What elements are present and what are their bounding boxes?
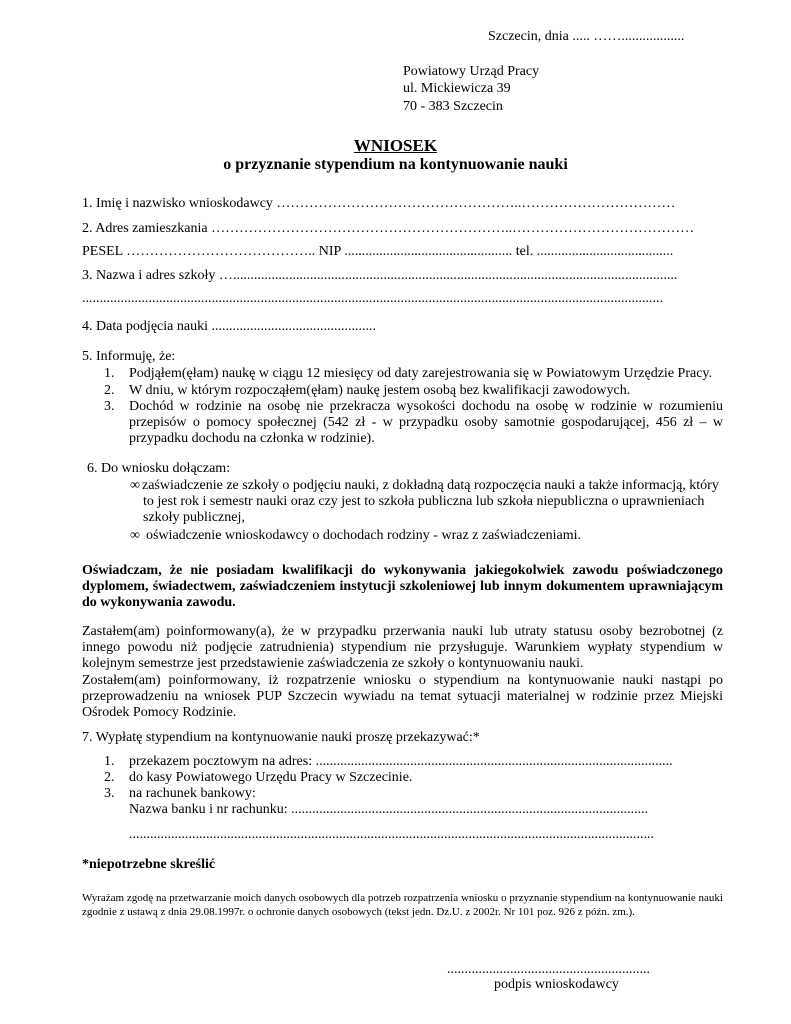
date-line: Szczecin, dnia ..... ……..................	[488, 29, 685, 44]
section7-item-1-num: 1.	[104, 754, 115, 769]
office-street: ul. Mickiewicza 39	[403, 81, 511, 96]
office-city: 70 - 383 Szczecin	[403, 99, 503, 114]
section7-heading: 7. Wypłatę stypendium na kontynuowanie nauki proszę przekazywać:*	[82, 730, 480, 745]
section5-heading: 5. Informuję, że:	[82, 349, 176, 364]
section5-item-3-text: Dochód w rodzinie na osobę nie przekracza wysokości dochodu na osobę w rodzinie w rozumieniu przepisów o pomocy społecznej (542 zł - w przypadku osoby samotnie gospodarującej, 456 zł – w przypadku dochodu na członka w rodzinie).	[129, 399, 723, 446]
section5-item-2-num: 2.	[104, 383, 115, 398]
signature-line: ..........................................................	[447, 962, 650, 977]
section6-item-2-text: oświadczenie wnioskodawcy o dochodach rodziny - wraz z zaświadczeniami.	[146, 528, 581, 543]
section6-item-1-text: zaświadczenie ze szkoły o podjęciu nauki, z dokładną datą rozpoczęcia nauki a także informacją, który to jest rok i semestr nauki oraz czy jest to szkoła publiczna lub szkoła niepubliczna o uprawnieniach szkoły publicznej,	[142, 478, 719, 525]
document-title: WNIOSEK	[353, 136, 438, 155]
section5-item-2-text: W dniu, w którym rozpocząłem(ęłam) naukę jestem osobą bez kwalifikacji zawodowych.	[129, 383, 631, 398]
info-paragraph-2: Zostałem(am) poinformowany, iż rozpatrzenie wniosku o stypendium na kontynuowanie nauki nastąpi po przeprowadzeniu na wniosek PUP Szczecin wywiadu na temat sytuacji materialnej w rodzinie przez Miejski Ośrodek Pomocy Rodzinie.	[82, 673, 723, 720]
section7-item-2-text: do kasy Powiatowego Urzędu Pracy w Szczecinie.	[129, 770, 413, 785]
section5-item-3-num: 3.	[104, 399, 115, 414]
section5-item-1-num: 1.	[104, 366, 115, 381]
infinity-bullet-icon: ∞	[130, 528, 140, 543]
signature-label: podpis wnioskodawcy	[494, 977, 619, 992]
pesel-nip-tel-line: PESEL ………………………………….. NIP ................................................ tel. .......................................	[82, 244, 674, 259]
section7-item-3-text: na rachunek bankowy:	[129, 786, 256, 801]
section5-item-1-text: Podjąłem(ęłam) naukę w ciągu 12 miesięcy od daty zarejestrowania się w Powiatowym Urzędzie Pracy.	[129, 366, 713, 381]
document-subtitle: o przyznanie stypendium na kontynuowanie nauki	[223, 156, 568, 173]
section7-item-2-num: 2.	[104, 770, 115, 785]
bank-account-line: Nazwa banku i nr rachunku: ......................................................................................................	[129, 802, 649, 817]
declaration-paragraph: Oświadczam, że nie posiadam kwalifikacji do wykonywania jakiegokolwiek zawodu poświadczonego dyplomem, świadectwem, zaświadczeniem instytucji szkoleniowej lub innym dokumentem uprawniającym do wykonywania zawodu.	[82, 563, 723, 610]
section7-item-1-text: przekazem pocztowym na adres: ......................................................................................................	[129, 754, 673, 769]
section6-heading: 6. Do wniosku dołączam:	[87, 461, 231, 476]
gdpr-consent: Wyrażam zgodę na przetwarzanie moich danych osobowych dla potrzeb rozpatrzenia wniosku o przyznanie stypendium na kontynuowanie nauki zgodnie z ustawą z dnia 29.08.1997r. o ochronie danych osobowych (tekst jedn. Dz.U. z 2002r. Nr 101 poz. 926 z późn. zm.).	[82, 892, 723, 918]
info-paragraph-1: Zastałem(am) poinformowany(a), że w przypadku przerwania nauki lub utraty statusu osoby bezrobotnej (z innego powodu niż podjęcie zatrudnienia) stypendium nie przysługuje. Warunkiem wypłaty stypendium w kolejnym semestrze jest przedstawienie zaświadczenia ze szkoły o kontynuowaniu nauki.	[82, 624, 723, 671]
name-field-line: 1. Imię i nazwisko wnioskodawcy ……………………………………………..……………………………	[82, 196, 676, 211]
footnote: *niepotrzebne skreślić	[82, 857, 216, 872]
school-field-line-2: ......................................................................................................................................................................	[82, 291, 663, 306]
address-field-line: 2. Adres zamieszkania ………………………………………………………..…………………………………	[82, 221, 695, 236]
school-field-line: 3. Nazwa i adres szkoły …...............................................................................................................................	[82, 268, 678, 283]
bank-account-line-2: ......................................................................................................................................................	[129, 827, 654, 842]
office-name: Powiatowy Urząd Pracy	[403, 64, 540, 79]
section7-item-3-num: 3.	[104, 786, 115, 801]
start-date-line: 4. Data podjęcia nauki ...............................................	[82, 319, 376, 334]
infinity-bullet-icon: ∞	[130, 478, 140, 493]
